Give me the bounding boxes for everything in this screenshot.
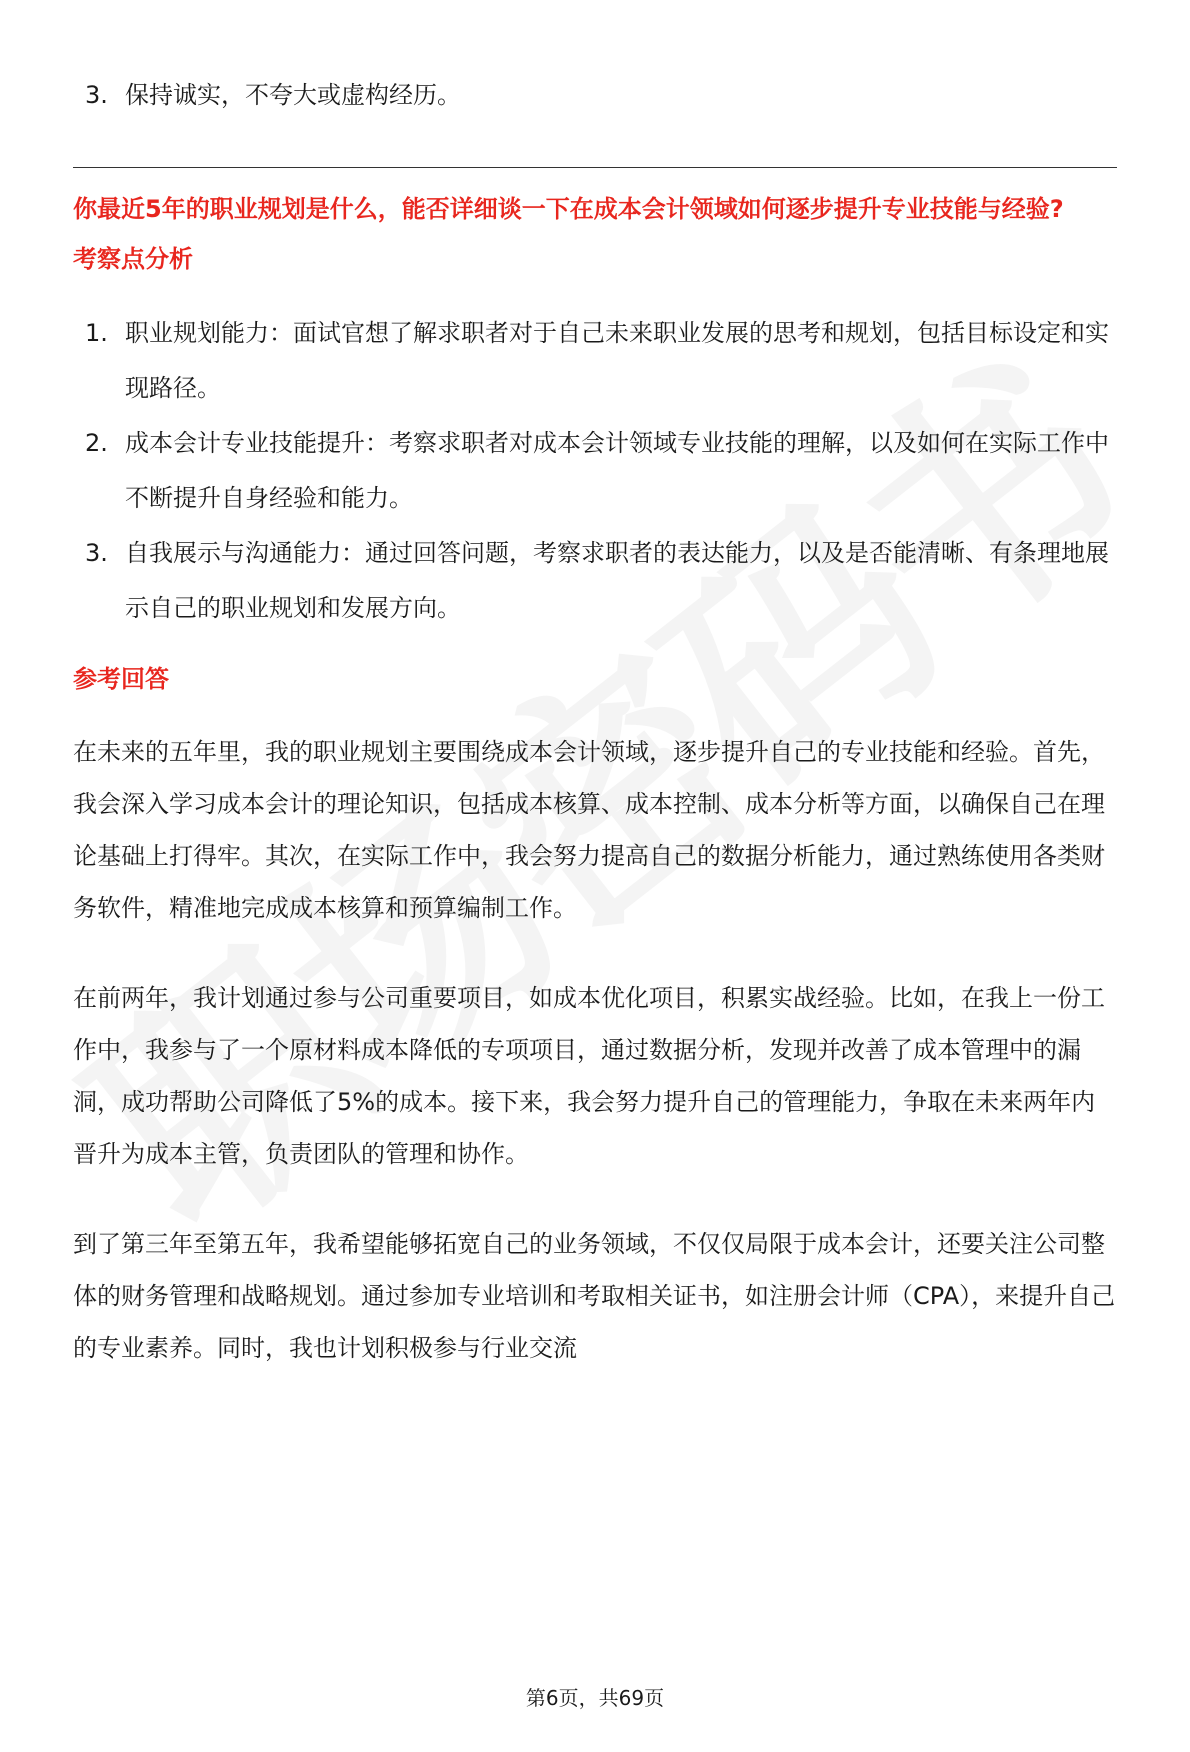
section-divider	[73, 167, 1117, 168]
list-number: 1.	[85, 319, 108, 347]
list-number: 3.	[85, 539, 108, 567]
analysis-title: 考察点分析	[73, 245, 193, 273]
question-heading: 你最近5年的职业规划是什么，能否详细谈一下在成本会计领域如何逐步提升专业技能与经验?	[73, 195, 1064, 223]
previous-list	[73, 68, 1117, 123]
page-content	[0, 68, 1190, 1374]
list-text: 职业规划能力：面试官想了解求职者对于自己未来职业发展的思考和规划，包括目标设定和实现路径。	[125, 319, 1109, 402]
list-item	[73, 526, 1117, 636]
list-item	[73, 306, 1117, 416]
list-number: 2.	[85, 429, 108, 457]
list-number: 3.	[85, 81, 108, 109]
answer-paragraph: 在前两年，我计划通过参与公司重要项目，如成本优化项目，积累实战经验。比如，在我上一份工作中，我参与了一个原材料成本降低的专项项目，通过数据分析，发现并改善了成本管理中的漏洞，成功帮助公司降低了5%的成本。接下来，我会努力提升自己的管理能力，争取在未来两年内晋升为成本主管，负责团队的管理和协作。	[73, 984, 1105, 1168]
list-item	[73, 416, 1117, 526]
analysis-list	[73, 306, 1117, 636]
list-text: 成本会计专业技能提升：考察求职者对成本会计领域专业技能的理解，以及如何在实际工作中不断提升自身经验和能力。	[125, 429, 1109, 512]
list-text: 自我展示与沟通能力：通过回答问题，考察求职者的表达能力，以及是否能清晰、有条理地展示自己的职业规划和发展方向。	[125, 539, 1109, 622]
list-item	[73, 68, 1117, 123]
page-footer: 第6页，共69页	[525, 1686, 665, 1710]
answer-paragraph: 在未来的五年里，我的职业规划主要围绕成本会计领域，逐步提升自己的专业技能和经验。首先，我会深入学习成本会计的理论知识，包括成本核算、成本控制、成本分析等方面，以确保自己在理论基础上打得牢。其次，在实际工作中，我会努力提高自己的数据分析能力，通过熟练使用各类财务软件，精准地完成成本核算和预算编制工作。	[73, 738, 1105, 922]
answer-paragraph: 到了第三年至第五年，我希望能够拓宽自己的业务领域，不仅仅局限于成本会计，还要关注公司整体的财务管理和战略规划。通过参加专业培训和考取相关证书，如注册会计师（CPA），来提升自己的专业素养。同时，我也计划积极参与行业交流	[73, 1230, 1116, 1362]
list-text: 保持诚实，不夸大或虚构经历。	[125, 81, 461, 109]
answer-title: 参考回答	[73, 665, 169, 693]
